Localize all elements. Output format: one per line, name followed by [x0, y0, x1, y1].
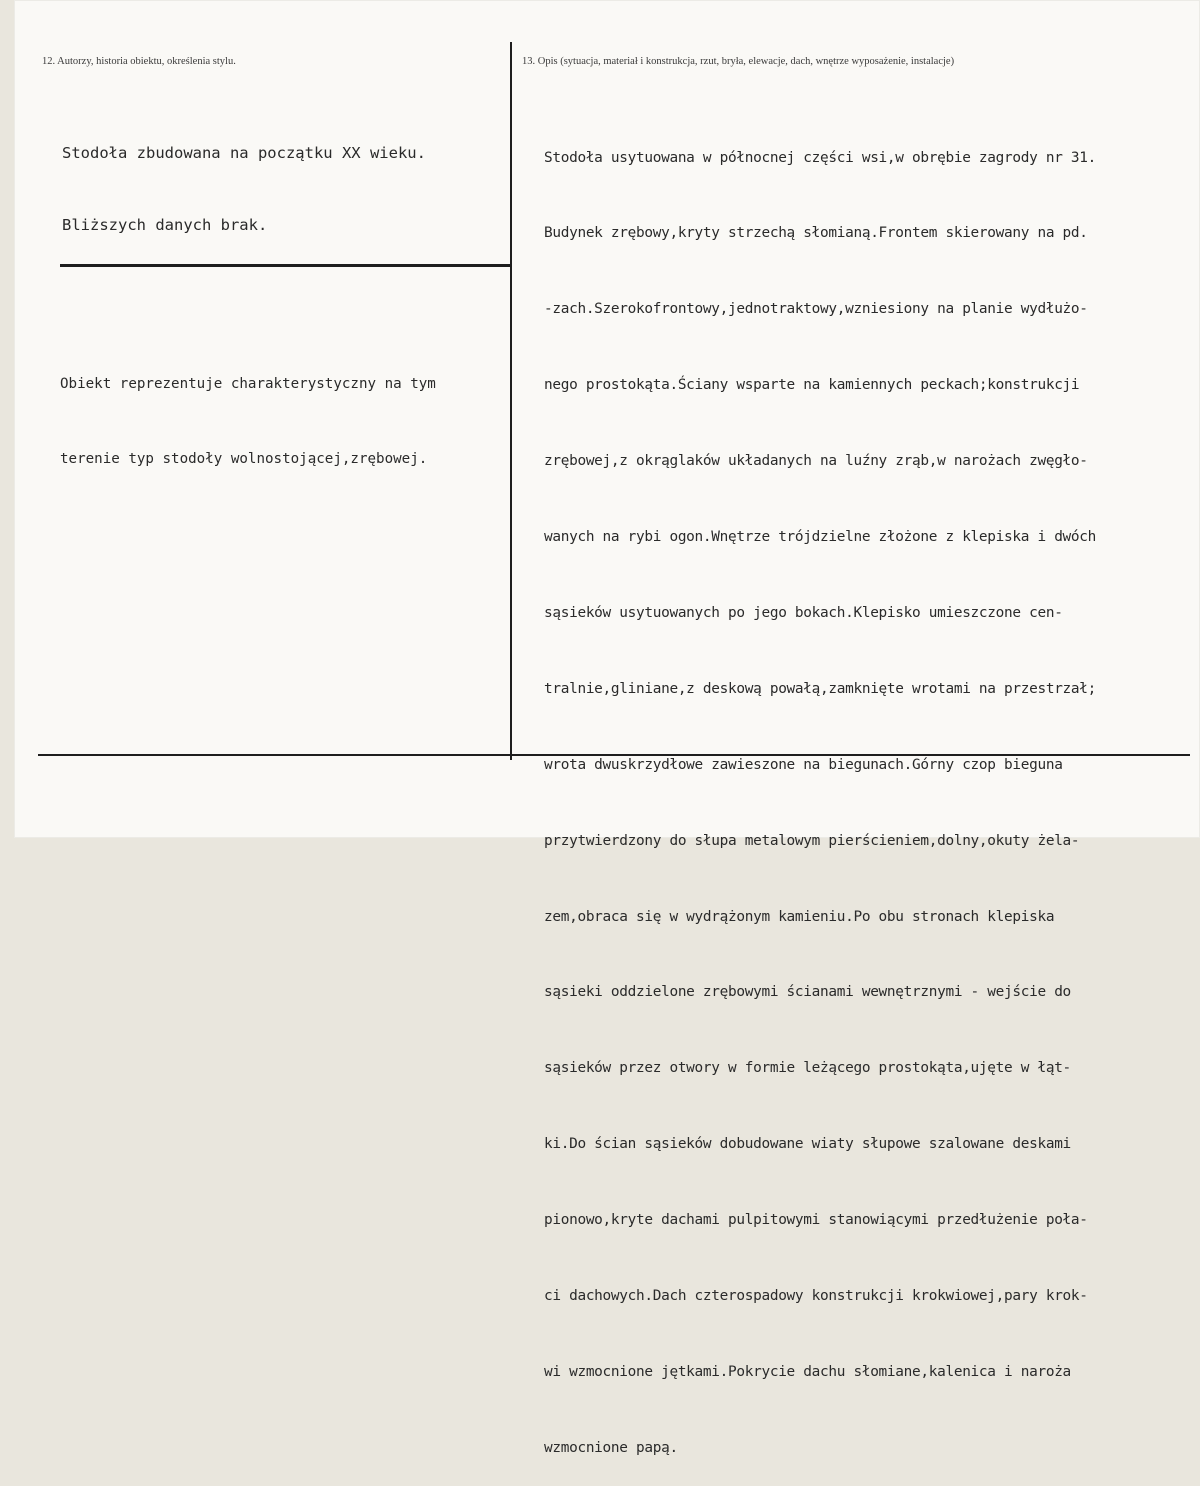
description-text	[544, 95, 1096, 1486]
description-line: sąsieków przez otwory w formie leżącego prostokąta,ujęte w łąt-	[544, 1060, 1071, 1077]
description-line: -zach.Szerokofrontowy,jednotraktowy,wzniesiony na planie wydłużo-	[544, 301, 1088, 318]
history-line: Bliższych danych brak.	[62, 216, 268, 234]
description-line: wi wzmocnione jętkami.Pokrycie dachu słomiane,kalenica i naroża	[544, 1363, 1071, 1380]
description-line: wrota dwuskrzydłowe zawieszone na biegunach.Górny czop bieguna	[544, 756, 1063, 773]
assessment-line: terenie typ stodoły wolnostojącej,zrębowej.	[60, 451, 428, 467]
column-divider	[510, 42, 512, 760]
description-line: wanych na rybi ogon.Wnętrze trójdzielne złożone z klepiska i dwóch	[544, 529, 1097, 546]
history-text	[62, 93, 426, 261]
description-line: sąsieki oddzielone zrębowymi ścianami wewnętrznymi - wejście do	[544, 984, 1071, 1001]
description-line: tralnie,gliniane,z deskową powałą,zamknięte wrotami na przestrzał;	[544, 680, 1097, 697]
section-13-label: 13. Opis (sytuacja, materiał i konstrukcja, rzut, bryła, elewacje, dach, wnętrze wyposażenie, instalacje)	[522, 56, 955, 67]
assessment-text	[60, 322, 436, 497]
description-line: Budynek zrębowy,kryty strzechą słomianą.Frontem skierowany na pd.	[544, 225, 1088, 242]
description-line: ki.Do ścian sąsieków dobudowane wiaty słupowe szalowane deskami	[544, 1136, 1071, 1153]
assessment-line: Obiekt reprezentuje charakterystyczny na tym	[60, 376, 436, 392]
description-line: ci dachowych.Dach czterospadowy konstrukcji krokwiowej,pary krok-	[544, 1287, 1088, 1304]
left-section-divider	[60, 264, 512, 267]
description-line: wzmocnione papą.	[544, 1439, 678, 1456]
description-line: zem,obraca się w wydrążonym kamieniu.Po obu stronach klepiska	[544, 908, 1055, 925]
section-12-label: 12. Autorzy, historia obiektu, określenia stylu.	[42, 56, 236, 67]
description-line: przytwierdzony do słupa metalowym pierścieniem,dolny,okuty żela-	[544, 832, 1080, 849]
description-line: Stodoła usytuowana w północnej części wsi,w obrębie zagrody nr 31.	[544, 149, 1097, 166]
description-line: sąsieków usytuowanych po jego bokach.Klepisko umieszczone cen-	[544, 604, 1063, 621]
description-line: zrębowej,z okrąglaków układanych na luźny zrąb,w narożach zwęgło-	[544, 453, 1088, 470]
history-line: Stodoła zbudowana na początku XX wieku.	[62, 144, 426, 162]
description-line: nego prostokąta.Ściany wsparte na kamiennych peckach;konstrukcji	[544, 377, 1080, 394]
description-line: pionowo,kryte dachami pulpitowymi stanowiącymi przedłużenie poła-	[544, 1212, 1088, 1229]
